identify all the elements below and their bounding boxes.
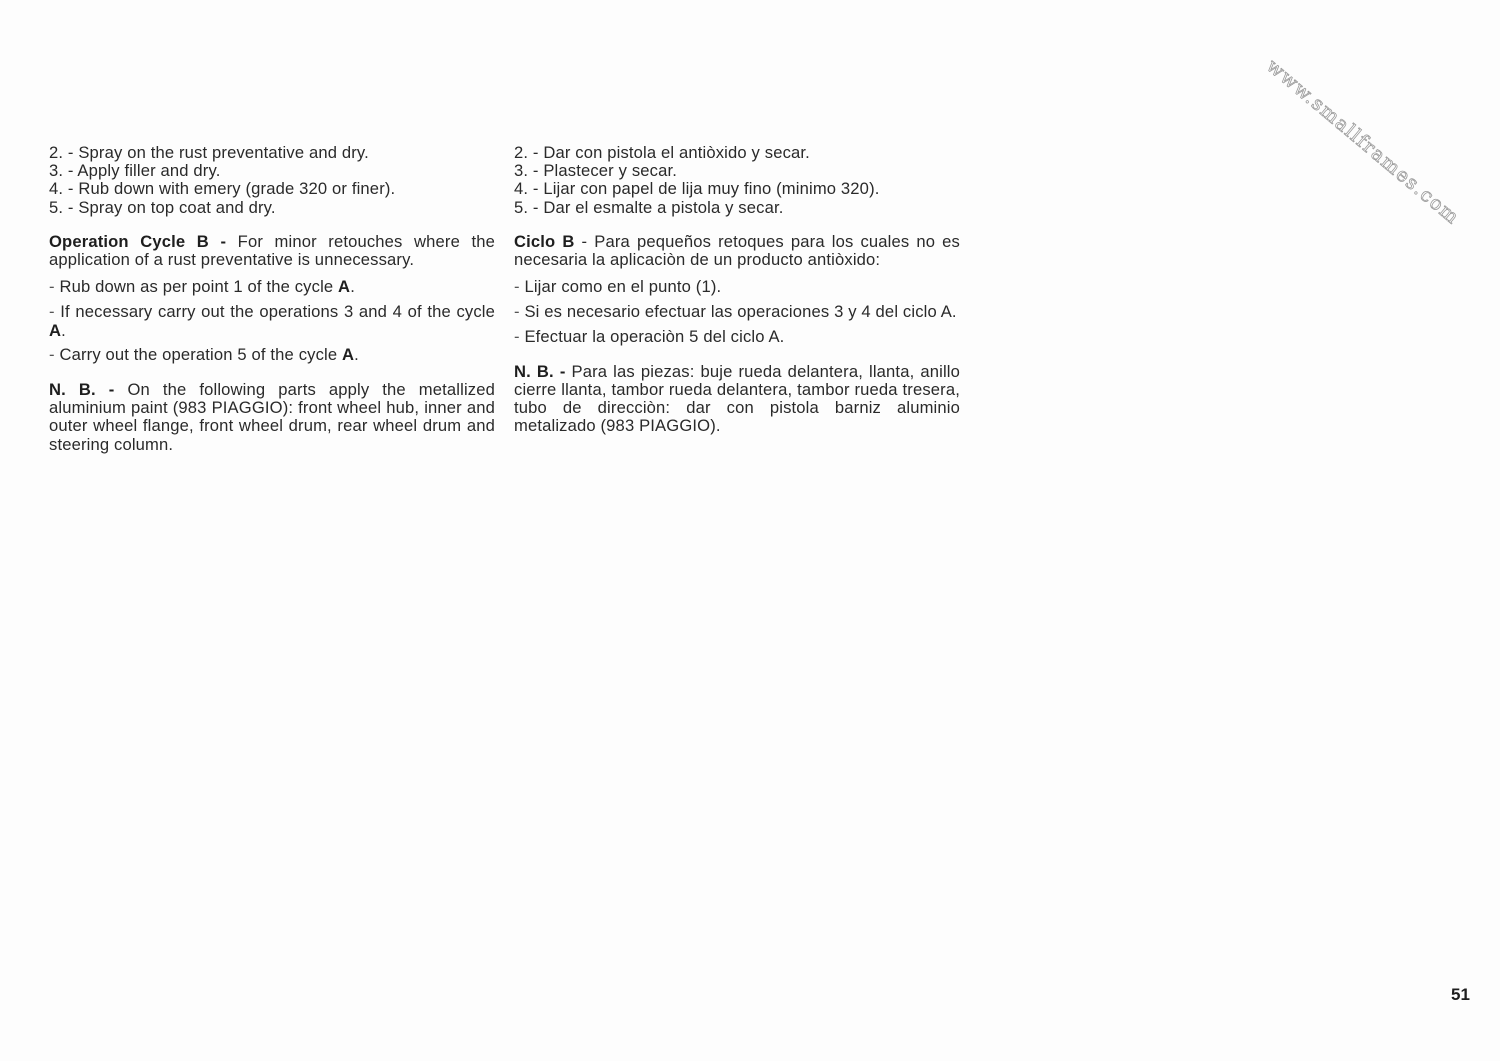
watermark-text: www.smallframes.com — [1262, 54, 1464, 230]
english-item-3-bold: A — [342, 344, 355, 364]
english-item-3-end: . — [354, 344, 359, 364]
spanish-item-3 — [514, 328, 960, 346]
spanish-column — [514, 144, 960, 436]
english-note — [49, 381, 495, 454]
spanish-step-5: 5. - Dar el esmalte a pistola y secar. — [514, 197, 784, 217]
english-item-3 — [49, 346, 495, 364]
english-step-3: 3. - Apply filler and dry. — [49, 161, 221, 181]
page-number: 51 — [1451, 985, 1470, 1004]
english-cycle-b-text: For minor retouches where the application of a rust preventative is unnecessary. — [49, 231, 496, 270]
english-note-heading: N. B. - — [49, 380, 115, 400]
spanish-item-1-text: Lijar como en el punto (1). — [524, 277, 722, 297]
spanish-item-2 — [514, 303, 960, 321]
spanish-cycle-b — [514, 233, 960, 269]
english-item-1-bold: A — [338, 277, 351, 297]
spanish-item-1 — [514, 278, 960, 296]
english-item-1 — [49, 278, 495, 296]
english-item-2-dash: - — [49, 302, 55, 322]
english-step-4: 4. - Rub down with emery (grade 320 or finer). — [49, 179, 396, 199]
english-note-text: On the following parts apply the metallized aluminium paint (983 PIAGGIO): front wheel hub, inner and outer wheel flange, front wheel drum, rear wheel drum and steering column. — [49, 380, 496, 454]
english-item-2-end: . — [61, 320, 66, 340]
english-item-1-end: . — [350, 277, 355, 297]
spanish-item-3-text: Efectuar la operaciòn 5 del ciclo A. — [524, 326, 785, 346]
english-column — [49, 144, 495, 454]
english-item-1-dash: - — [49, 277, 55, 297]
spanish-steps — [514, 144, 960, 217]
spanish-cycle-b-heading: Ciclo B — [514, 231, 575, 251]
english-cycle-b-heading: Operation Cycle B - — [49, 231, 227, 251]
spanish-cycle-b-text: - Para pequeños retoques para los cuales no es necesaria la aplicaciòn de un producto antiòxido: — [514, 231, 960, 270]
spanish-note-heading: N. B. - — [514, 361, 566, 381]
spanish-item-2-text: Si es necesario efectuar las operaciones 3 y 4 del ciclo A. — [524, 302, 957, 322]
english-item-2-text: If necessary carry out the operations 3 and 4 of the cycle — [60, 302, 495, 322]
spanish-note-text: Para las piezas: buje rueda delantera, llanta, anillo cierre llanta, tambor rueda delantera, tambor rueda tresera, tubo de direcciòn: dar con pistola barniz aluminio metalizado (983 PIAGGIO). — [514, 361, 960, 436]
english-item-2-bold: A — [49, 320, 62, 340]
english-item-3-text: Carry out the operation 5 of the cycle — [59, 344, 338, 364]
spanish-item-3-dash: - — [514, 326, 520, 346]
english-item-1-text: Rub down as per point 1 of the cycle — [59, 277, 334, 297]
english-step-2: 2. - Spray on the rust preventative and dry. — [49, 143, 369, 162]
spanish-step-3: 3. - Plastecer y secar. — [514, 161, 677, 181]
spanish-step-2: 2. - Dar con pistola el antiòxido y secar. — [514, 143, 810, 162]
spanish-item-2-dash: - — [514, 302, 520, 322]
spanish-item-1-dash: - — [514, 277, 520, 297]
spanish-step-4: 4. - Lijar con papel de lija muy fino (minimo 320). — [514, 179, 880, 199]
english-cycle-b — [49, 233, 495, 269]
english-item-2 — [49, 303, 495, 339]
english-item-3-dash: - — [49, 344, 55, 364]
spanish-note — [514, 363, 960, 436]
english-step-5: 5. - Spray on top coat and dry. — [49, 197, 276, 217]
english-steps — [49, 144, 495, 217]
